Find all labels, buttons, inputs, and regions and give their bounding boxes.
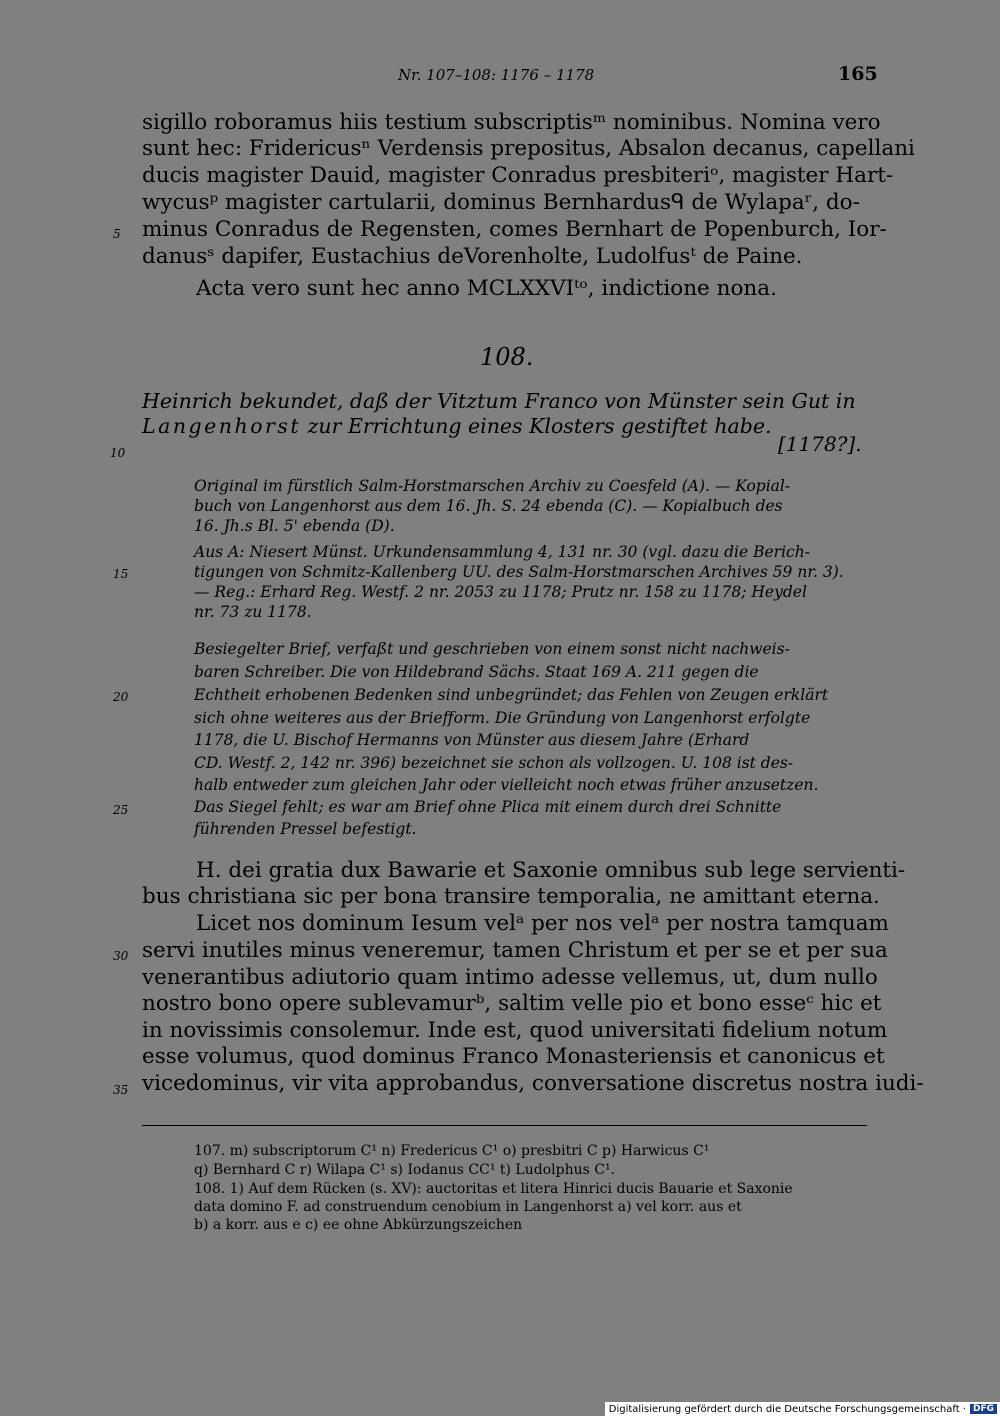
apparatus-line: nr. 73 zu 1178. xyxy=(194,603,312,621)
apparatus-line: tigungen von Schmitz-Kallenberg UU. des Salm-Horstmarschen Archives 59 nr. 3). xyxy=(194,563,844,581)
text-line: wycusᵖ magister cartularii, dominus Bernhardusᑫ de Wylapaʳ, do- xyxy=(142,190,860,215)
apparatus-line: — Reg.: Erhard Reg. Westf. 2 nr. 2053 zu 1178; Prutz nr. 158 zu 1178; Heydel xyxy=(194,583,807,601)
text-line: sigillo roboramus hiis testium subscriptisᵐ nominibus. Nomina vero xyxy=(142,110,881,135)
apparatus-line: Original im fürstlich Salm-Horstmarschen Archiv zu Coesfeld (A). — Kopial- xyxy=(194,477,791,495)
commentary-line: 1178, die U. Bischof Hermanns von Münster aus diesem Jahre (Erhard xyxy=(194,731,750,749)
footnote-rule xyxy=(142,1125,867,1126)
text-line: Licet nos dominum Iesum velᵃ per nos velᵃ per nostra tamquam xyxy=(196,911,889,936)
text-line: bus christiana sic per bona transire temporalia, ne amittant eterna. xyxy=(142,884,880,909)
page-number: 165 xyxy=(838,63,878,85)
footnote-line: b) a korr. aus e c) ee ohne Abkürzungszeichen xyxy=(194,1217,523,1233)
footnote-line: 107. m) subscriptorum C¹ n) Fredericus C¹ o) presbitri C p) Harwicus C¹ xyxy=(194,1143,710,1159)
commentary-line: baren Schreiber. Die von Hildebrand Sächs. Staat 169 A. 211 gegen die xyxy=(194,663,759,681)
running-title: Nr. 107–108: 1176 – 1178 xyxy=(398,66,595,84)
commentary-line: CD. Westf. 2, 142 nr. 396) bezeichnet sie schon als vollzogen. U. 108 ist des- xyxy=(194,754,794,772)
line-number: 10 xyxy=(110,446,126,460)
footnote-line: data domino F. ad construendum cenobium in Langenhorst a) vel korr. aus et xyxy=(194,1199,742,1215)
text-line: servi inutiles minus veneremur, tamen Christum et per se et per sua xyxy=(142,938,888,963)
text-line: esse volumus, quod dominus Franco Monasteriensis et canonicus et xyxy=(142,1044,885,1069)
charter-number: 108. xyxy=(480,343,534,371)
text-line: minus Conradus de Regensten, comes Bernhart de Popenburch, Ior- xyxy=(142,217,887,242)
regest-line xyxy=(142,413,772,439)
regest-line: Heinrich bekundet, daß der Vitztum Franco von Münster sein Gut in xyxy=(142,389,856,413)
charter-date: [1178?]. xyxy=(778,432,862,456)
footnote-line: q) Bernhard C r) Wilapa C¹ s) Iodanus CC¹ t) Ludolphus C¹. xyxy=(194,1162,616,1178)
regest-place: Langenhorst xyxy=(142,414,302,438)
text-line: sunt hec: Fridericusⁿ Verdensis prepositus, Absalon decanus, capellani xyxy=(142,136,915,161)
line-number: 25 xyxy=(113,803,129,817)
commentary-line: halb entweder zum gleichen Jahr oder vielleicht noch etwas früher anzusetzen. xyxy=(194,776,819,794)
apparatus-line: buch von Langenhorst aus dem 16. Jh. S. 24 ebenda (C). — Kopialbuch des xyxy=(194,497,783,515)
line-number: 30 xyxy=(113,949,129,963)
line-number: 5 xyxy=(113,227,121,241)
footnote-line: 108. 1) Auf dem Rücken (s. XV): auctoritas et litera Hinrici ducis Bauarie et Saxonie xyxy=(194,1181,793,1197)
text-line: ducis magister Dauid, magister Conradus presbiteriᵒ, magister Hart- xyxy=(142,163,894,188)
regest-rest: zur Errichtung eines Klosters gestiftet habe. xyxy=(301,414,772,438)
commentary-line: sich ohne weiteres aus der Briefform. Die Gründung von Langenhorst erfolgte xyxy=(194,709,811,727)
commentary-line: Echtheit erhobenen Bedenken sind unbegründet; das Fehlen von Zeugen erklärt xyxy=(194,686,829,704)
text-line: nostro bono opere sublevamurᵇ, saltim velle pio et bono esseᶜ hic et xyxy=(142,991,882,1016)
apparatus-line: Aus A: Niesert Münst. Urkundensammlung 4, 131 nr. 30 (vgl. dazu die Berich- xyxy=(194,543,810,561)
dfg-logo: DFG xyxy=(970,1404,997,1414)
text-line: in novissimis consolemur. Inde est, quod universitati fidelium notum xyxy=(142,1018,888,1043)
commentary-line: Das Siegel fehlt; es war am Brief ohne Plica mit einem durch drei Schnitte xyxy=(194,798,782,816)
acta-line: Acta vero sunt hec anno MCLXXVIᵗᵒ, indictione nona. xyxy=(196,276,777,301)
text-line: danusˢ dapifer, Eustachius deVorenholte, Ludolfusᵗ de Paine. xyxy=(142,244,803,269)
text-line: H. dei gratia dux Bawarie et Saxonie omnibus sub lege servienti- xyxy=(196,858,906,883)
apparatus-line: 16. Jh.s Bl. 5' ebenda (D). xyxy=(194,517,395,535)
text-line: vicedominus, vir vita approbandus, conversatione discretus nostra iudi- xyxy=(142,1071,924,1096)
commentary-line: Besiegelter Brief, verfaßt und geschrieben von einem sonst nicht nachweis- xyxy=(194,640,790,658)
dfg-credit-bar xyxy=(605,1402,1000,1416)
line-number: 20 xyxy=(113,690,129,704)
commentary-line: führenden Pressel befestigt. xyxy=(194,820,417,838)
line-number: 15 xyxy=(113,567,129,581)
dfg-credit-text: Digitalisierung gefördert durch die Deutsche Forschungsgemeinschaft · xyxy=(608,1403,966,1415)
text-line: venerantibus adiutorio quam intimo adesse vellemus, ut, dum nullo xyxy=(142,965,878,990)
line-number: 35 xyxy=(113,1083,129,1097)
